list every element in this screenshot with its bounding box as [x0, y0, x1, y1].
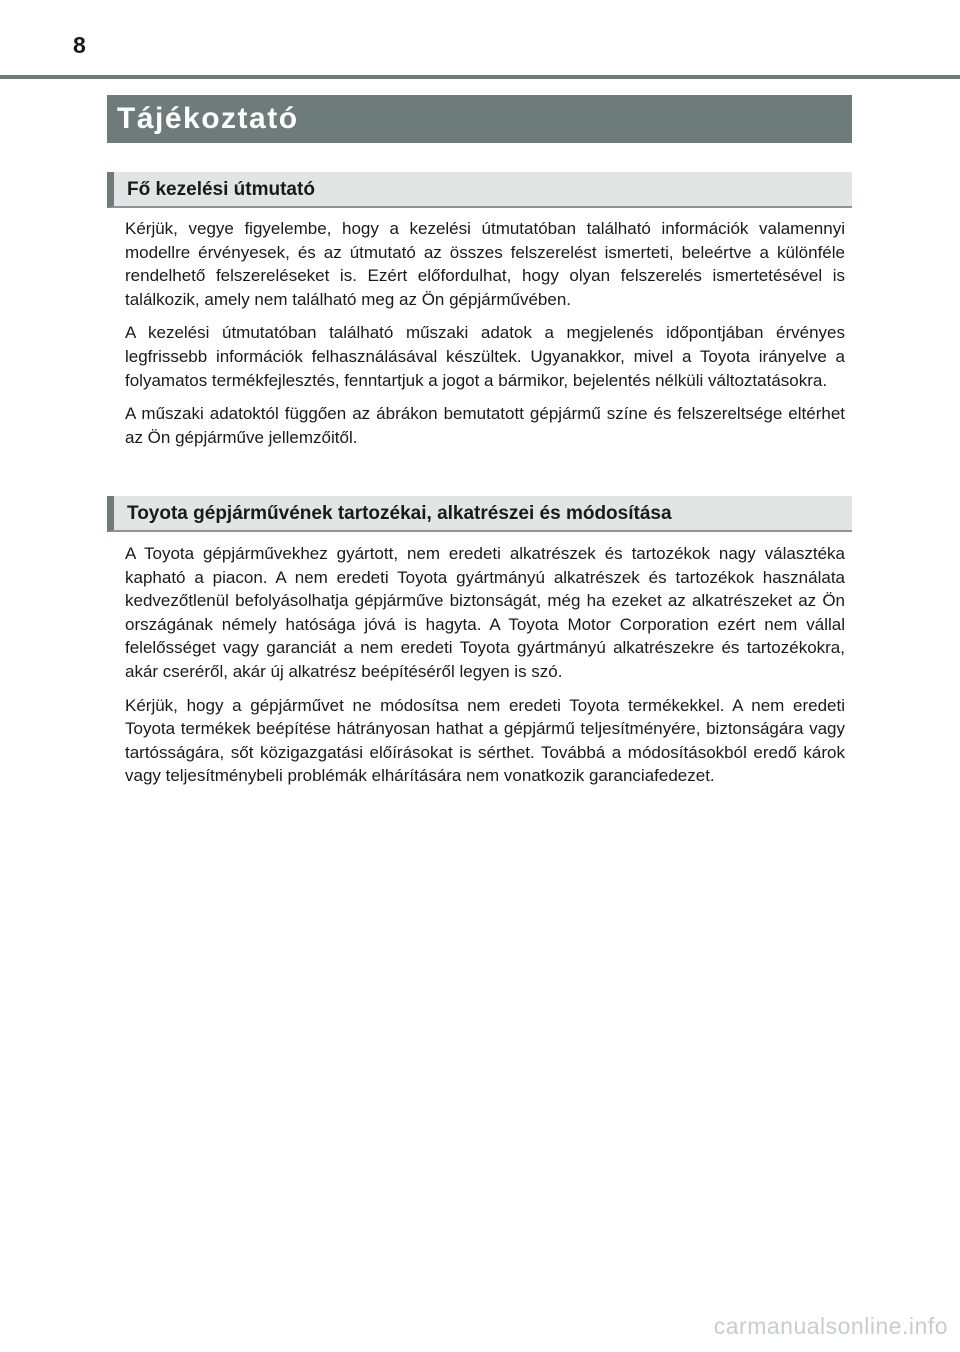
footer-watermark: carmanualsonline.info: [713, 1313, 948, 1339]
section-heading-accessories: [107, 496, 852, 532]
header-divider: [0, 75, 960, 79]
section-heading-main-manual: [107, 172, 852, 208]
paragraph: A kezelési útmutatóban található műszaki adatok a megjelenés időpontjában érvényes legfrissebb információk felhasználásával készültek. Ugyanakkor, mivel a Toyota irányelve a folyamatos termékfejlesztés, fenntartjuk a jogot a bármikor, bejelentés nélküli változtatásokra.: [125, 323, 845, 390]
paragraph: A műszaki adatoktól függően az ábrákon bemutatott gépjármű színe és felszereltsége eltérhet az Ön gépjárműve jellemzőitől.: [125, 404, 845, 447]
chapter-title-bar: [107, 95, 852, 143]
section-body-accessories: [125, 542, 845, 798]
chapter-title: Tájékoztató: [117, 102, 299, 135]
section-heading-text: Fő kezelési útmutató: [127, 178, 315, 200]
paragraph: A Toyota gépjárművekhez gyártott, nem eredeti alkatrészek és tartozékok nagy választéka kapható a piacon. A nem eredeti Toyota gyártmányú alkatrészek és tartozékok használata kedvezőtlenül befolyásolhatja gépjárműve biztonságát, még ha ezeket az alkatrészeket az Ön országának némely hatósága jóvá is hagyta. A Toyota Motor Corporation ezért nem vállal felelősséget vagy garanciát a nem eredeti Toyota gyártmányú alkatrészekre és tartozékokra, akár cseréről, akár új alkatrész beépítéséről legyen is szó.: [125, 544, 845, 681]
paragraph: Kérjük, vegye figyelembe, hogy a kezelési útmutatóban található információk valamennyi modellre érvényesek, és az útmutató az összes felszerelést ismerteti, beleértve a különféle rendelhető felszereléseket is. Ezért előfordulhat, hogy olyan felszerelés ismertetésével is találkozik, amely nem található meg az Ön gépjárművében.: [125, 219, 845, 309]
section-heading-text: Toyota gépjárművének tartozékai, alkatrészei és módosítása: [127, 502, 672, 524]
section-body-main-manual: [125, 217, 845, 459]
paragraph: Kérjük, hogy a gépjárművet ne módosítsa nem eredeti Toyota termékekkel. A nem eredeti Toyota termékek beépítése hátrányosan hathat a gépjármű teljesítményére, biztonságára vagy tartósságára, sőt közigazgatási előírásokat is sérthet. Továbbá a módosításokból eredő károk vagy teljesítménybeli problémák elhárítására nem vonatkozik garanciafedezet.: [125, 695, 845, 786]
page-number: 8: [73, 32, 86, 58]
